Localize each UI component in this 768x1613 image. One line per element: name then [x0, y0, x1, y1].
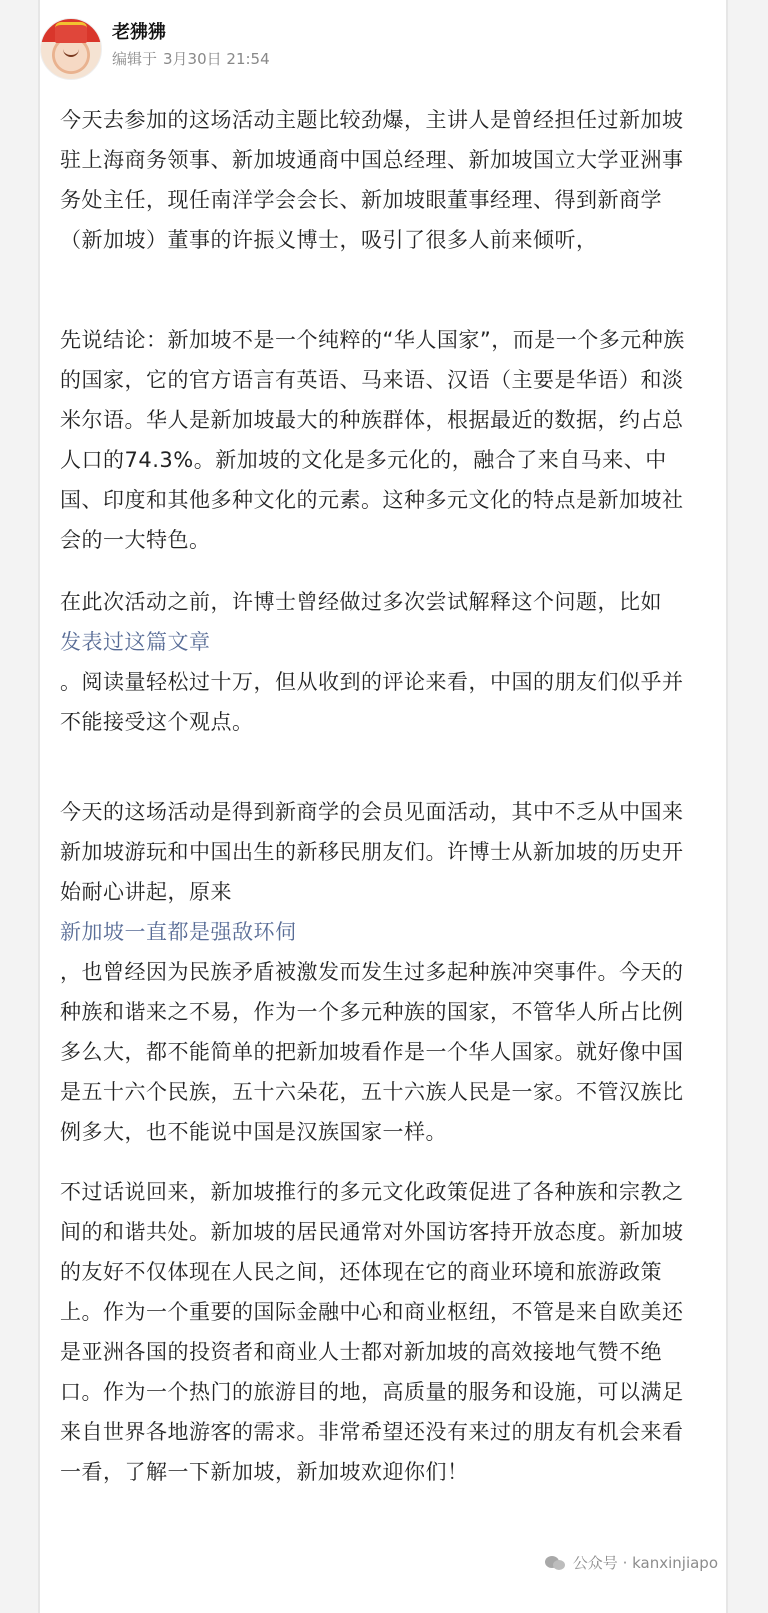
- paragraph-conclusion: 先说结论：新加坡不是一个纯粹的“华人国家”，而是一个多元种族的国家，它的官方语言有英语、马来语、汉语（主要是华语）和淡米尔语。华人是新加坡最大的种族群体，根据最近的数据，约占总人口的74.3%。新加坡的文化是多元化的，融合了来自马来、中国、印度和其他多种文化的元素。这种多元文化的特点是新加坡社会的一大特色。: [60, 328, 685, 552]
- article-link[interactable]: 发表过这篇文章: [60, 630, 211, 654]
- paragraph-event-text-b: ，也曾经因为民族矛盾被激发而发生过多起种族冲突事件。今天的种族和谐来之不易，作为一个多元种族的国家，不管华人所占比例多么大，都不能简单的把新加坡看作是一个华人国家。就好像中国是五十六个民族，五十六朵花，五十六族人民是一家。不管汉族比例多大，也不能说中国是汉族国家一样。: [60, 960, 684, 1144]
- post-header: [20, 14, 680, 84]
- paragraph-attempts-text-a: 在此次活动之前，许博士曾经做过多次尝试解释这个问题，比如: [60, 590, 662, 614]
- avatar[interactable]: [40, 18, 102, 80]
- paragraph-closing: 不过话说回来，新加坡推行的多元文化政策促进了各种族和宗教之间的和谐共处。新加坡的居民通常对外国访客持开放态度。新加坡的友好不仅体现在人民之间，还体现在它的商业环境和旅游政策上。作为一个重要的国际金融中心和商业枢纽，不管是来自欧美还是亚洲各国的投资者和商业人士都对新加坡的高效接地气赞不绝口。作为一个热门的旅游目的地，高质量的服务和设施，可以满足来自世界各地游客的需求。非常希望还没有来过的朋友有机会来看一看，了解一下新加坡，新加坡欢迎你们！: [60, 1180, 684, 1484]
- paragraph-intro: 今天去参加的这场活动主题比较劲爆，主讲人是曾经担任过新加坡驻上海商务领事、新加坡通商中国总经理、新加坡国立大学亚洲事务处主任，现任南洋学会会长、新加坡眼董事经理、得到新商学（新加坡）董事的许振义博士，吸引了很多人前来倾听，: [60, 108, 684, 252]
- watermark-label: 公众号 · kanxinjiapo: [572, 1554, 718, 1572]
- paragraph-attempts: [60, 582, 700, 742]
- card-left-edge: [38, 0, 40, 1613]
- post-meta: [112, 48, 276, 69]
- paragraph-attempts-text-b: 。阅读量轻松过十万，但从收到的评论来看，中国的朋友们似乎并不能接受这个观点。: [60, 670, 684, 734]
- watermark: [545, 1552, 718, 1573]
- edited-label: 编辑于: [112, 50, 158, 68]
- enemies-link[interactable]: 新加坡一直都是强敌环伺: [60, 920, 297, 944]
- paragraph-event: [60, 792, 700, 1152]
- author-name[interactable]: 老狒狒: [112, 22, 166, 43]
- edited-date: 3月30日 21:54: [163, 50, 270, 68]
- paragraph-event-text-a: 今天的这场活动是得到新商学的会员见面活动，其中不乏从中国来新加坡游玩和中国出生的新移民朋友们。许博士从新加坡的历史开始耐心讲起，原来: [60, 800, 684, 904]
- card-right-edge: [726, 0, 728, 1613]
- wechat-icon: [545, 1554, 567, 1572]
